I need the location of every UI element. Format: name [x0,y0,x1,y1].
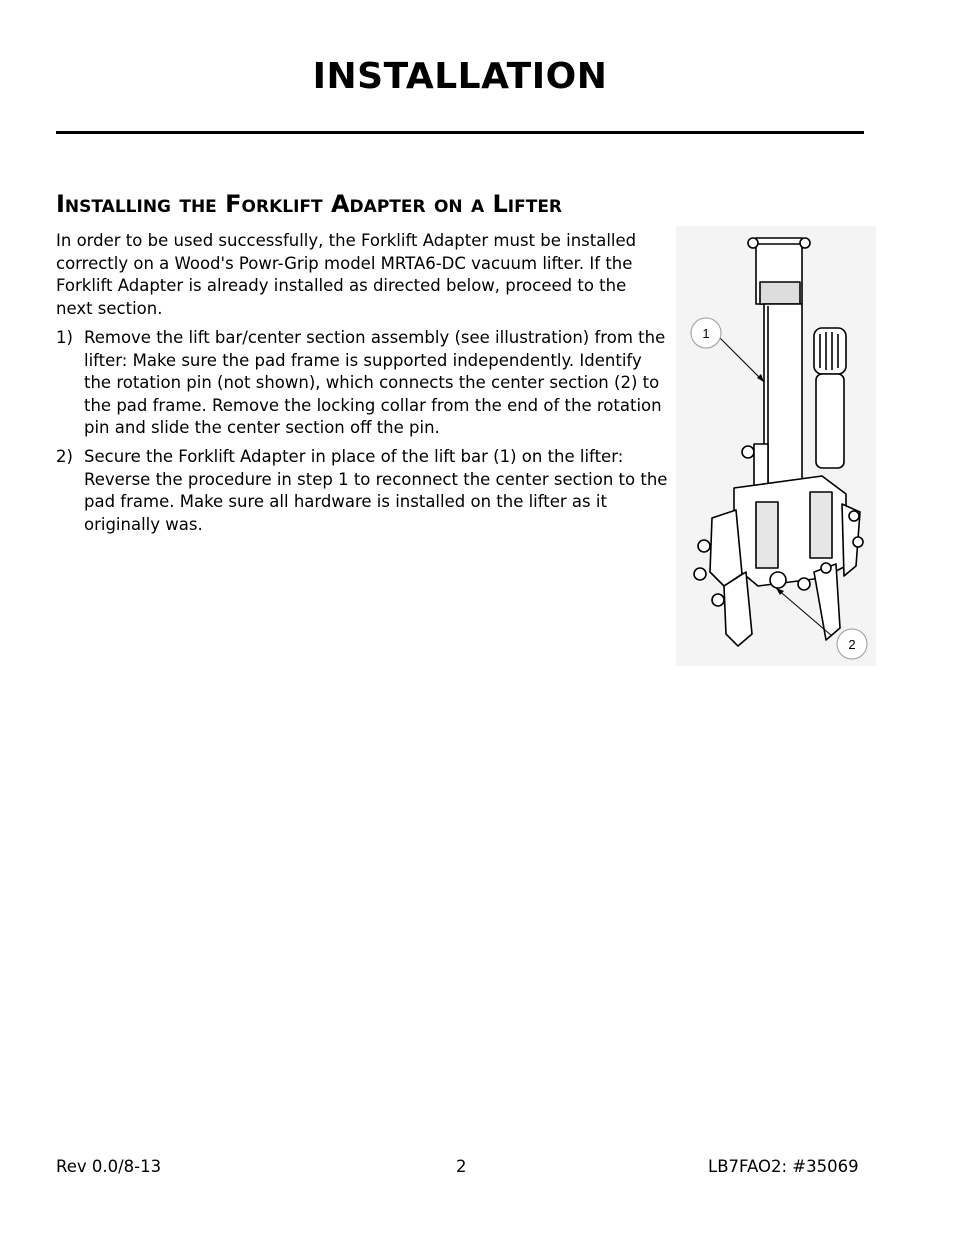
lifter-illustration [676,226,876,666]
footer-page-number: 2 [456,1157,467,1176]
step-text: Secure the Forklift Adapter in place of the lift bar (1) on the lifter: Reverse the procedure in step 1 to reconnect the center section to the pad frame. Make sure all hardware is installed on the lifter as it originally was. [84,447,668,534]
intro-paragraph: In order to be used successfully, the Forklift Adapter must be installed correctly on a Wood's Powr-Grip model MRTA6-DC vacuum lifter. If the Forklift Adapter is already installed as directed below, proceed to the next section. [56,231,637,318]
page-title: INSTALLATION [312,56,608,97]
step-text: Remove the lift bar/center section assembly (see illustration) from the lifter: Make sure the pad frame is supported independently. Identify the rotation pin (not shown), which connects the center section (2) to the pad frame. Remove the locking collar from the end of the rotation pin and slide the center section off the pin. [84,328,666,437]
step-number: 1) [56,328,73,347]
lifter-drawing [676,226,876,666]
step-number: 2) [56,447,73,466]
callout-1: 1 [702,326,710,341]
footer-revision: Rev 0.0/8-13 [56,1157,162,1176]
step-2 [56,446,668,536]
title-rule [56,131,864,134]
footer-doc-id: LB7FAO2: #35069 [708,1157,859,1176]
section-heading: Installing the Forklift Adapter on a Lifter [56,190,563,218]
step-1 [56,327,668,440]
callout-2: 2 [848,637,856,652]
